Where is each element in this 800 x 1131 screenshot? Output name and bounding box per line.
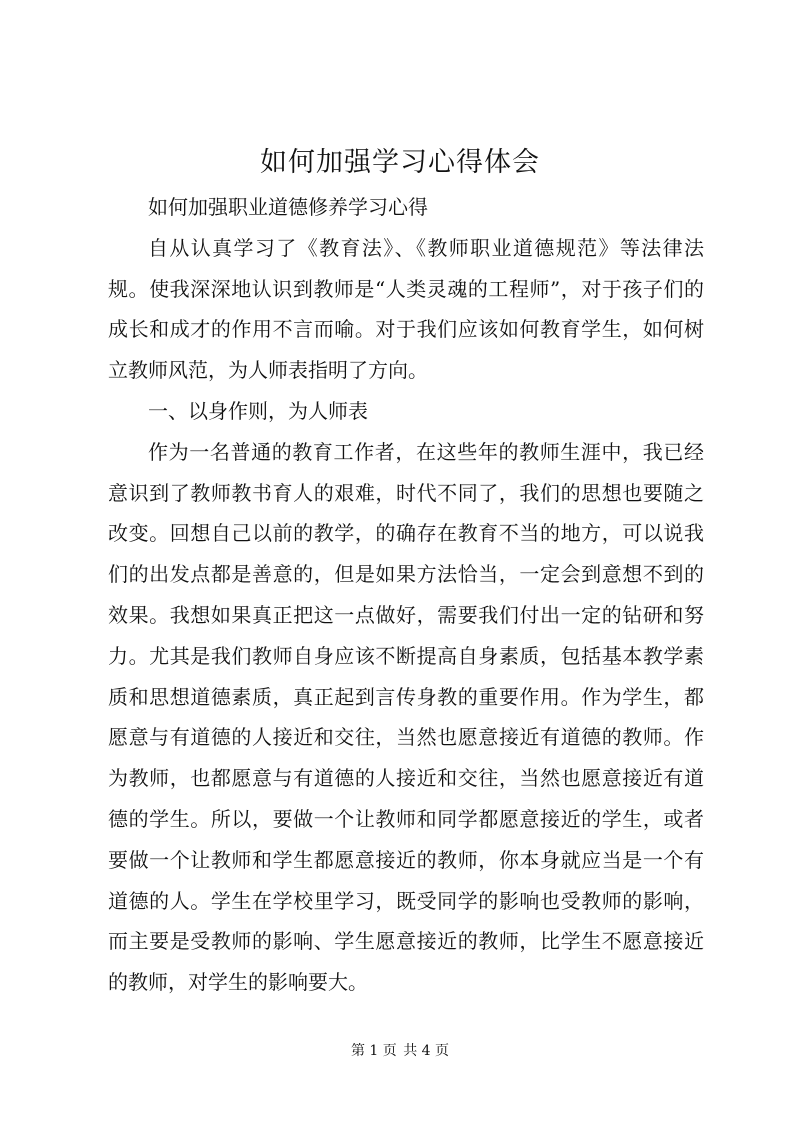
page-number: 第 1 页 [350, 1043, 397, 1059]
page-total: 共 4 页 [403, 1043, 450, 1059]
intro-paragraph: 自从认真学习了《教育法》、《教师职业道德规范》等法律法规。使我深深地认识到教师是“人类灵魂的工程师”，对于孩子们的成长和成才的作用不言而喻。对于我们应该如何教育学生，如何树立教师风范，为人师表指明了方向。 [108, 235, 704, 383]
page-footer [0, 1041, 800, 1061]
section-heading: 一、以身作则，为人师表 [148, 398, 368, 423]
subtitle-paragraph: 如何加强职业道德修养学习心得 [148, 195, 428, 219]
body-paragraph: 作为一名普通的教育工作者，在这些年的教师生涯中，我已经意识到了教师教书育人的艰难，时代不同了，我们的思想也要随之改变。回想自己以前的教学，的确存在教育不当的地方，可以说我们的出发点都是善意的，但是如果方法恰当，一定会到意想不到的效果。我想如果真正把这一点做好，需要我们付出一定的钻研和努力。尤其是我们教师自身应该不断提高自身素质，包括基本教学素质和思想道德素质，真正起到言传身教的重要作用。作为学生，都愿意与有道德的人接近和交往，当然也愿意接近有道德的教师。作为教师，也都愿意与有道德的人接近和交往，当然也愿意接近有道德的学生。所以，要做一个让教师和同学都愿意接近的学生，或者要做一个让教师和学生都愿意接近的教师，你本身就应当是一个有道德的人。学生在学校里学习，既受同学的影响也受教师的影响，而主要是受教师的影响、学生愿意接近的教师，比学生不愿意接近的教师，对学生的影响要大。 [108, 439, 704, 995]
document-title: 如何加强学习心得体会 [260, 147, 540, 178]
document-body [108, 187, 704, 1003]
